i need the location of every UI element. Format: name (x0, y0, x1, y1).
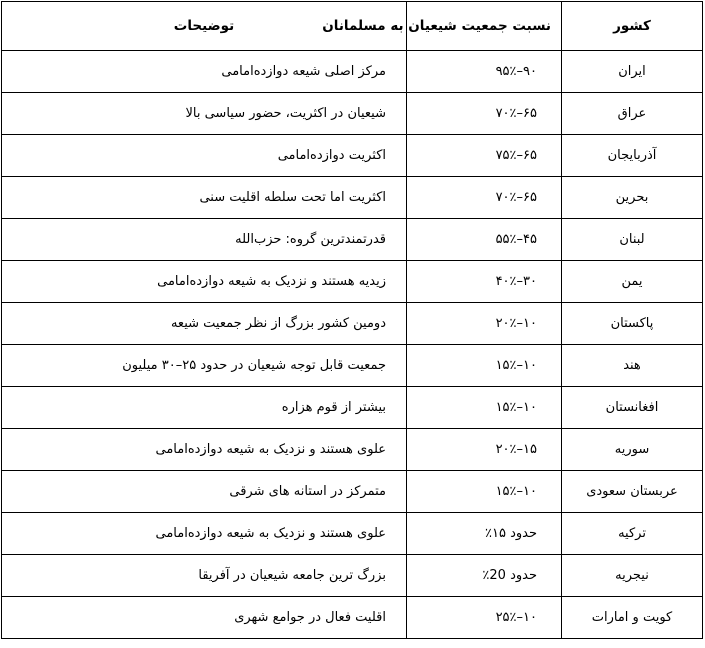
ratio-cell: ۱۵–۲۰٪ (407, 429, 562, 471)
ratio-cell: ۱۰–۲۰٪ (407, 303, 562, 345)
country-cell: افغانستان (562, 387, 703, 429)
notes-cell: زیدیه هستند و نزدیک به شیعه دوازده‌امامی (2, 261, 407, 303)
ratio-cell: ۱۰–۱۵٪ (407, 387, 562, 429)
notes-cell: متمرکز در استانه های شرقی (2, 471, 407, 513)
country-cell: عراق (562, 93, 703, 135)
header-country: کشور (562, 2, 703, 51)
country-cell: سوریه (562, 429, 703, 471)
table-row (2, 303, 703, 345)
notes-cell: دومین کشور بزرگ از نظر جمعیت شیعه (2, 303, 407, 345)
country-cell: عربستان سعودی (562, 471, 703, 513)
ratio-cell: ۶۵–۷۰٪ (407, 177, 562, 219)
header-ratio: نسبت جمعیت شیعیان به مسلمانان (407, 2, 562, 51)
notes-cell: بزرگ ترین جامعه شیعیان در آفریقا (2, 555, 407, 597)
country-cell: ترکیه (562, 513, 703, 555)
table-row (2, 51, 703, 93)
ratio-cell: حدود 20٪ (407, 555, 562, 597)
ratio-cell: ۶۵–۷۰٪ (407, 93, 562, 135)
notes-cell: بیشتر از قوم هزاره (2, 387, 407, 429)
table-row (2, 177, 703, 219)
table-header-row (2, 2, 703, 51)
table-row (2, 387, 703, 429)
country-cell: پاکستان (562, 303, 703, 345)
country-cell: هند (562, 345, 703, 387)
country-cell: نیجریه (562, 555, 703, 597)
ratio-cell: ۱۰–۱۵٪ (407, 471, 562, 513)
country-cell: ایران (562, 51, 703, 93)
ratio-cell: ۳۰–۴۰٪ (407, 261, 562, 303)
table-row (2, 597, 703, 639)
notes-cell: جمعیت قابل توجه شیعیان در حدود ۲۵–۳۰ میلیون (2, 345, 407, 387)
country-cell: آذربایجان (562, 135, 703, 177)
ratio-cell: ۱۰–۱۵٪ (407, 345, 562, 387)
notes-cell: علوی هستند و نزدیک به شیعه دوازده‌امامی (2, 429, 407, 471)
notes-cell: قدرتمندترین گروه: حزب‌الله (2, 219, 407, 261)
notes-cell: علوی هستند و نزدیک به شیعه دوازده‌امامی (2, 513, 407, 555)
notes-cell: اقلیت فعال در جوامع شهری (2, 597, 407, 639)
table-row (2, 555, 703, 597)
ratio-cell: ۴۵–۵۵٪ (407, 219, 562, 261)
notes-cell: مرکز اصلی شیعه دوازده‌امامی (2, 51, 407, 93)
table-row (2, 513, 703, 555)
table-row (2, 429, 703, 471)
country-cell: یمن (562, 261, 703, 303)
country-cell: کویت و امارات (562, 597, 703, 639)
ratio-cell: ۶۵–۷۵٪ (407, 135, 562, 177)
notes-cell: اکثریت اما تحت سلطه اقلیت سنی (2, 177, 407, 219)
ratio-cell: ۹۰–۹۵٪ (407, 51, 562, 93)
ratio-cell: حدود ۱۵٪ (407, 513, 562, 555)
table-row (2, 135, 703, 177)
country-cell: بحرین (562, 177, 703, 219)
header-notes: توضیحات (2, 2, 407, 51)
table-row (2, 471, 703, 513)
ratio-cell: ۱۰–۲۵٪ (407, 597, 562, 639)
table-row (2, 345, 703, 387)
table-row (2, 261, 703, 303)
table-row (2, 219, 703, 261)
country-cell: لبنان (562, 219, 703, 261)
shia-population-table (1, 1, 703, 639)
notes-cell: اکثریت دوازده‌امامی (2, 135, 407, 177)
table-row (2, 93, 703, 135)
notes-cell: شیعیان در اکثریت، حضور سیاسی بالا (2, 93, 407, 135)
